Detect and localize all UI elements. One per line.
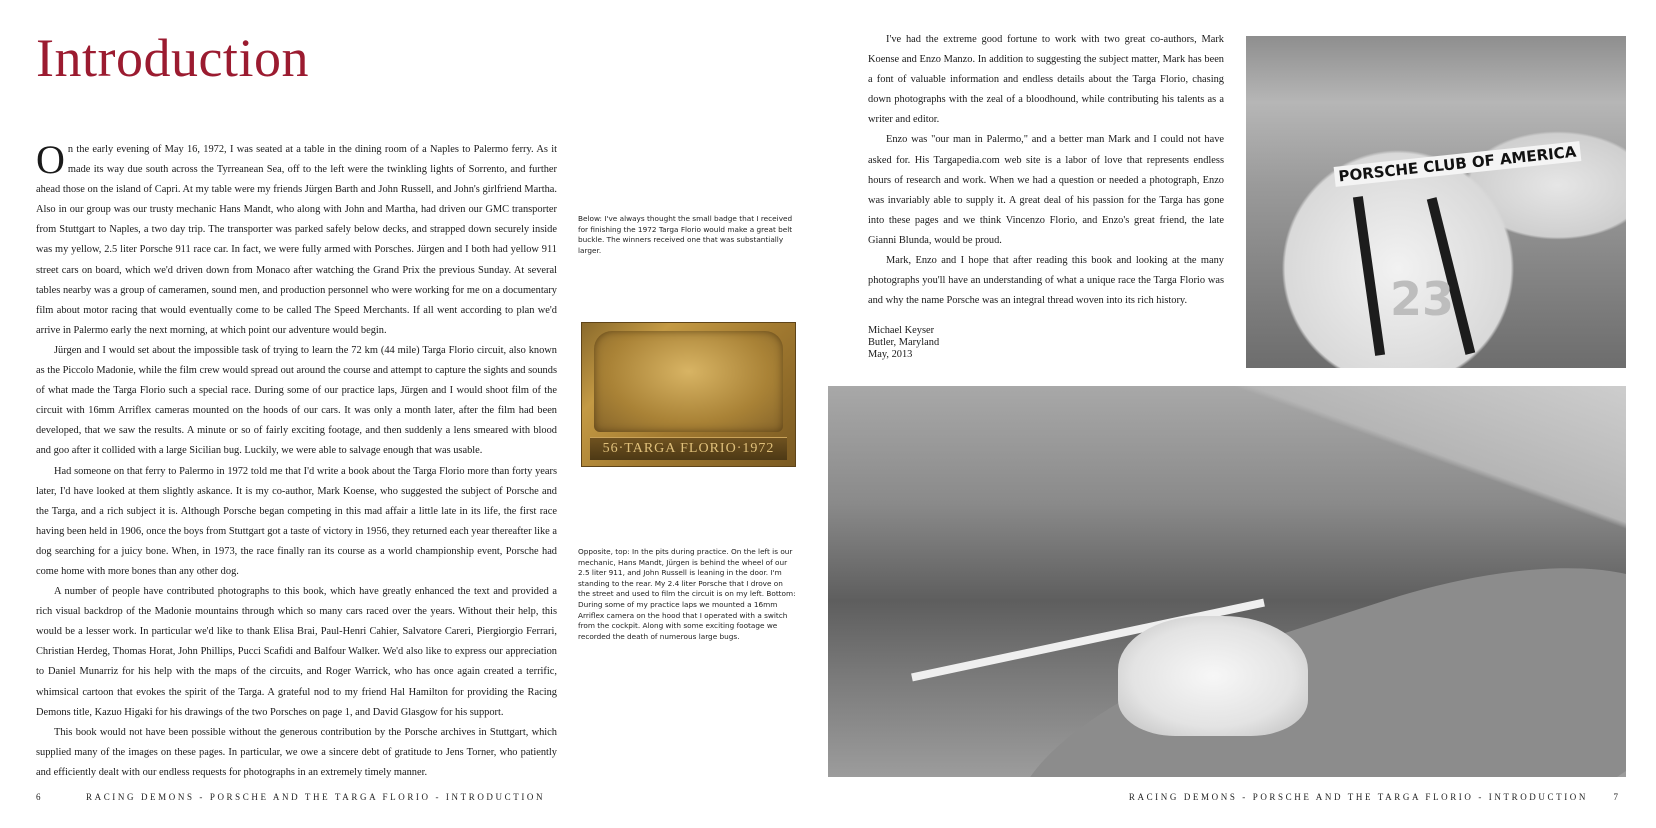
mountain-road	[985, 514, 1626, 777]
paragraph-2: Jürgen and I would set about the impossible task of trying to learn the 72 km (44 mile) Targa Florio circuit, also known as the Piccolo Madonie, while the film crew would spread out around the course and attempt to capture the sights and sounds of what made the Targa Florio such a special race. During some of our practice laps, Jürgen and I would shoot film of the circuit with 16mm Arriflex cameras mounted on the hoods of our cars. It was only a month later, after the film had been developed, that we saw the results. A minute or so of fairly exciting footage, and then suddenly a lens smeared with blood and goo after it collided with a large Sicilian bug. Luckily, we were able to salvage enough that was usable.	[36, 344, 557, 457]
car-banner-text: PORSCHE CLUB OF AMERICA	[1334, 141, 1581, 187]
author-date: May, 2013	[868, 349, 913, 360]
page-number-right: 7	[1613, 792, 1618, 802]
race-car	[1118, 616, 1308, 736]
page-number-left: 6	[36, 792, 41, 802]
right-page	[828, 0, 1656, 828]
caption-badge: Below: I've always thought the small badge that I received for finishing the 1972 Targa Florio would make a great belt buckle. The winners received one that was substantially larger.	[578, 214, 793, 255]
page-title: Introduction	[36, 28, 309, 88]
car-number: 23	[1390, 272, 1455, 326]
paragraph-8: Mark, Enzo and I hope that after reading this book and looking at the many photographs you'll have an understanding of what a unique race the Targa Florio was and why the name Porsche was an integral thread woven into its rich history.	[868, 255, 1224, 307]
badge-plate-text: 56·TARGA FLORIO·1972	[590, 437, 787, 460]
paragraph-6: I've had the extreme good fortune to work with two great co-authors, Mark Koense and Enzo Manzo. In addition to suggesting the subject matter, Mark has been a font of valuable information and endless details about the Targa Florio, chasing down photographs with the zeal of a bloodhound, while contributing his talents as a writer and editor.	[868, 34, 1224, 126]
acknowledgements-text	[868, 30, 1224, 311]
paragraph-4: A number of people have contributed photographs to this book, which have greatly enhanced the text and provided a rich visual backdrop of the Madonie mountains through which so many cars raced over the years. Without their help, this would be a lesser work. In particular we'd like to thank Elisa Brai, Paul-Henri Cahier, Salvatore Careri, Piergiorgio Ferrari, Christian Herdeg, Thomas Horat, John Phillips, Pucci Scafidi and Balfour Walker. We'd also like to express our appreciation to Daniel Munarriz for his help with the maps of the circuits, and Roger Warrick, who has once again created a terrific, whimsical cartoon that evokes the spirit of the Targa. A grateful nod to my friend Hal Hamilton for providing the Racing Demons title, Kazuo Higaki for his drawings of the two Porsches on page 1, and David Glasgow for his support.	[36, 586, 557, 718]
paragraph-1: On the early evening of May 16, 1972, I was seated at a table in the dining room of a Naples to Palermo ferry. As it made its way due south across the Tyrreanean Sea, off to the left were the twinkling lights of Sorrento, and further ahead those on the island of Capri. At my table were my friends Jürgen Barth and John Russell, and John's girlfriend Martha. Also in our group was our trusty mechanic Hans Mandt, who along with John and Martha, had driven our GMC transporter from Stuttgart to Naples, a two day trip. The transporter was parked safely below decks, and strapped down securely inside was my yellow, 2.5 liter Porsche 911 race car. In fact, we were fully armed with Porsches. Jürgen and I both had yellow 911 street cars on board, which we'd driven down from Monaco after watching the Grand Prix the previous Sunday. At several tables nearby was a group of cameramen, sound men, and production personnel who were working for me on a documentary film about motor racing that would eventually come to be called The Speed Merchants. If all went according to plan we'd arrive in Palermo early the next morning, at which point our adventure would begin.	[36, 137, 557, 336]
pit-photo	[1246, 36, 1626, 368]
paragraph-3: Had someone on that ferry to Palermo in 1972 told me that I'd write a book about the Targa Florio more than forty years later, I'd have looked at them slightly askance. It is my co-author, Mark Koense, who suggested the subject of Porsche and the Targa, and a rich subject it is. Although Porsche began competing in this mad affair a little late in its life, the first race having been held in 1906, once the boys from Stuttgart got a taste of victory in 1956, they returned each year thereafter like a dog searching for a juicy bone. When, in 1973, the race finally ran its course as a world championship event, Porsche had come home with more bones than any other dog.	[36, 465, 557, 577]
intro-body-text	[36, 137, 557, 783]
caption-photos: Opposite, top: In the pits during practice. On the left is our mechanic, Hans Mandt, Jürgen is behind the wheel of our 2.5 liter 911, and John Russell is leaning in the door. I'm standing to the rear. My 2.4 liter Porsche that I drove on the street and used to film the circuit is on my left. Bottom: During some of my practice laps we mounted a 16mm Arriflex camera on the hood that I operated with a switch from the cockpit. Along with some exciting footage we recorded the death of numerous large bugs.	[578, 547, 796, 641]
badge-relief	[594, 331, 783, 432]
paragraph-7: Enzo was "our man in Palermo," and a better man Mark and I could not have asked for. His Targapedia.com web site is a labor of love that represents endless hours of research and work. When we had a question or needed a photograph, Enzo was invariably able to supply it. A great deal of his passion for the Targa has gone into these pages and we think Vincenzo Florio, and Enzo's great friend, the late Gianni Blunda, would be proud.	[868, 134, 1224, 246]
author-place: Butler, Maryland	[868, 337, 940, 348]
paragraph-5: This book would not have been possible without the generous contribution by the Porsche archives in Stuttgart, which supplied many of the images on these pages. In particular, we owe a sincere debt of gratitude to Jens Torner, who patiently and efficiently dealt with our endless requests for photographs in an extremely timely manner.	[36, 726, 557, 778]
racing-photo	[828, 386, 1626, 777]
running-footer-left: RACING DEMONS - PORSCHE AND THE TARGA FLORIO - INTRODUCTION	[86, 792, 546, 802]
author-signature	[868, 325, 939, 361]
targa-florio-badge-image	[581, 322, 796, 467]
drop-cap: O	[36, 137, 65, 182]
running-footer-right: RACING DEMONS - PORSCHE AND THE TARGA FLORIO - INTRODUCTION	[1128, 792, 1588, 802]
car-stripe	[1353, 196, 1385, 356]
author-name: Michael Keyser	[868, 325, 935, 336]
